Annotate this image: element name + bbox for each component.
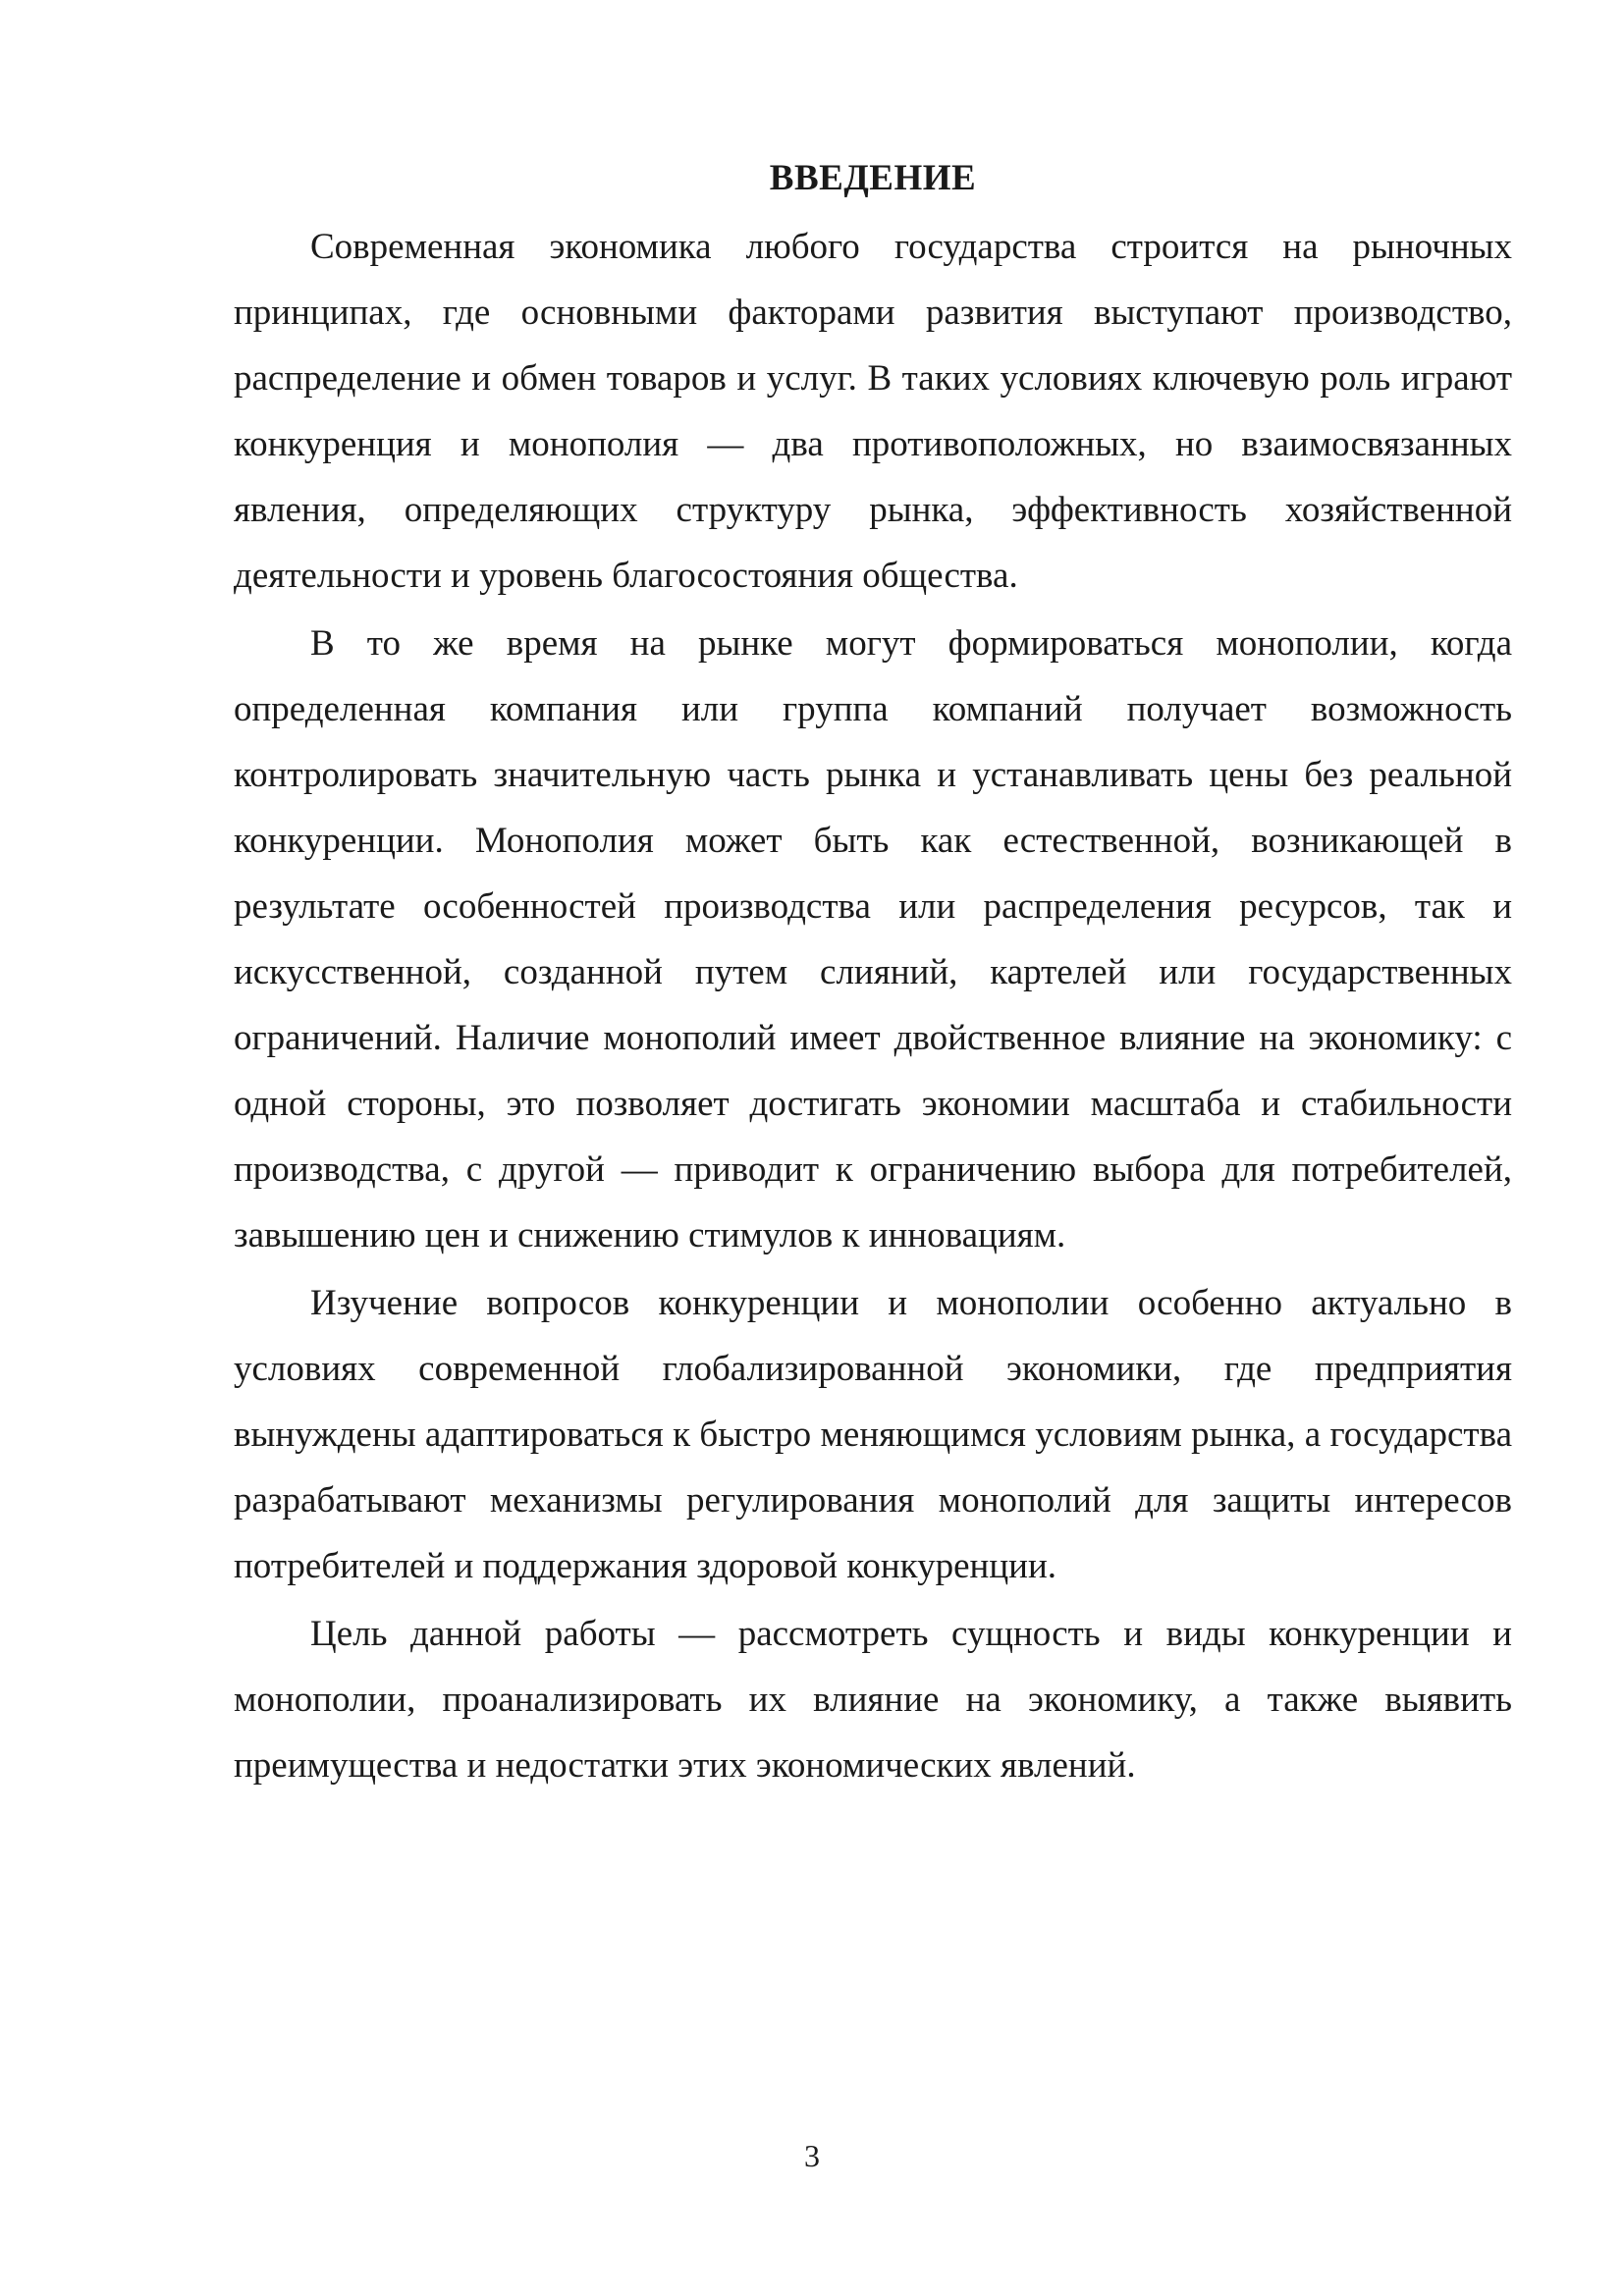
page-number: 3 <box>804 2138 820 2173</box>
page-content <box>234 155 1512 1800</box>
section-heading: ВВЕДЕНИЕ <box>769 158 977 198</box>
paragraph-3: Изучение вопросов конкуренции и монополии особенно актуально в условиях современной глобализированной экономики, где предприятия вынуждены адаптироваться к быстро меняющимся условиям рынка, а государства разрабатывают механизмы регулирования монополий для защиты интересов потребителей и поддержания здоровой конкуренции. <box>234 1283 1512 1586</box>
paragraph-2: В то же время на рынке могут формироваться монополии, когда определенная компания или группа компаний получает возможность контролировать значительную часть рынка и устанавливать цены без реальной конкуренции. Монополия может быть как естественной, возникающей в результате особенностей производства или распределения ресурсов, так и искусственной, созданной путем слияний, картелей или государственных ограничений. Наличие монополий имеет двойственное влияние на экономику: с одной стороны, это позволяет достигать экономии масштаба и стабильности производства, с другой — приводит к ограничению выбора для потребителей, завышению цен и снижению стимулов к инновациям. <box>234 623 1512 1255</box>
paragraph-1: Современная экономика любого государства строится на рыночных принципах, где основными факторами развития выступают производство, распределение и обмен товаров и услуг. В таких условиях ключевую роль играют конкуренция и монополия — два противоположных, но взаимосвязанных явления, определяющих структуру рынка, эффективность хозяйственной деятельности и уровень благосостояния общества. <box>234 227 1512 596</box>
paragraph-4: Цель данной работы — рассмотреть сущность и виды конкуренции и монополии, проанализировать их влияние на экономику, а также выявить преимущества и недостатки этих экономических явлений. <box>234 1614 1512 1786</box>
